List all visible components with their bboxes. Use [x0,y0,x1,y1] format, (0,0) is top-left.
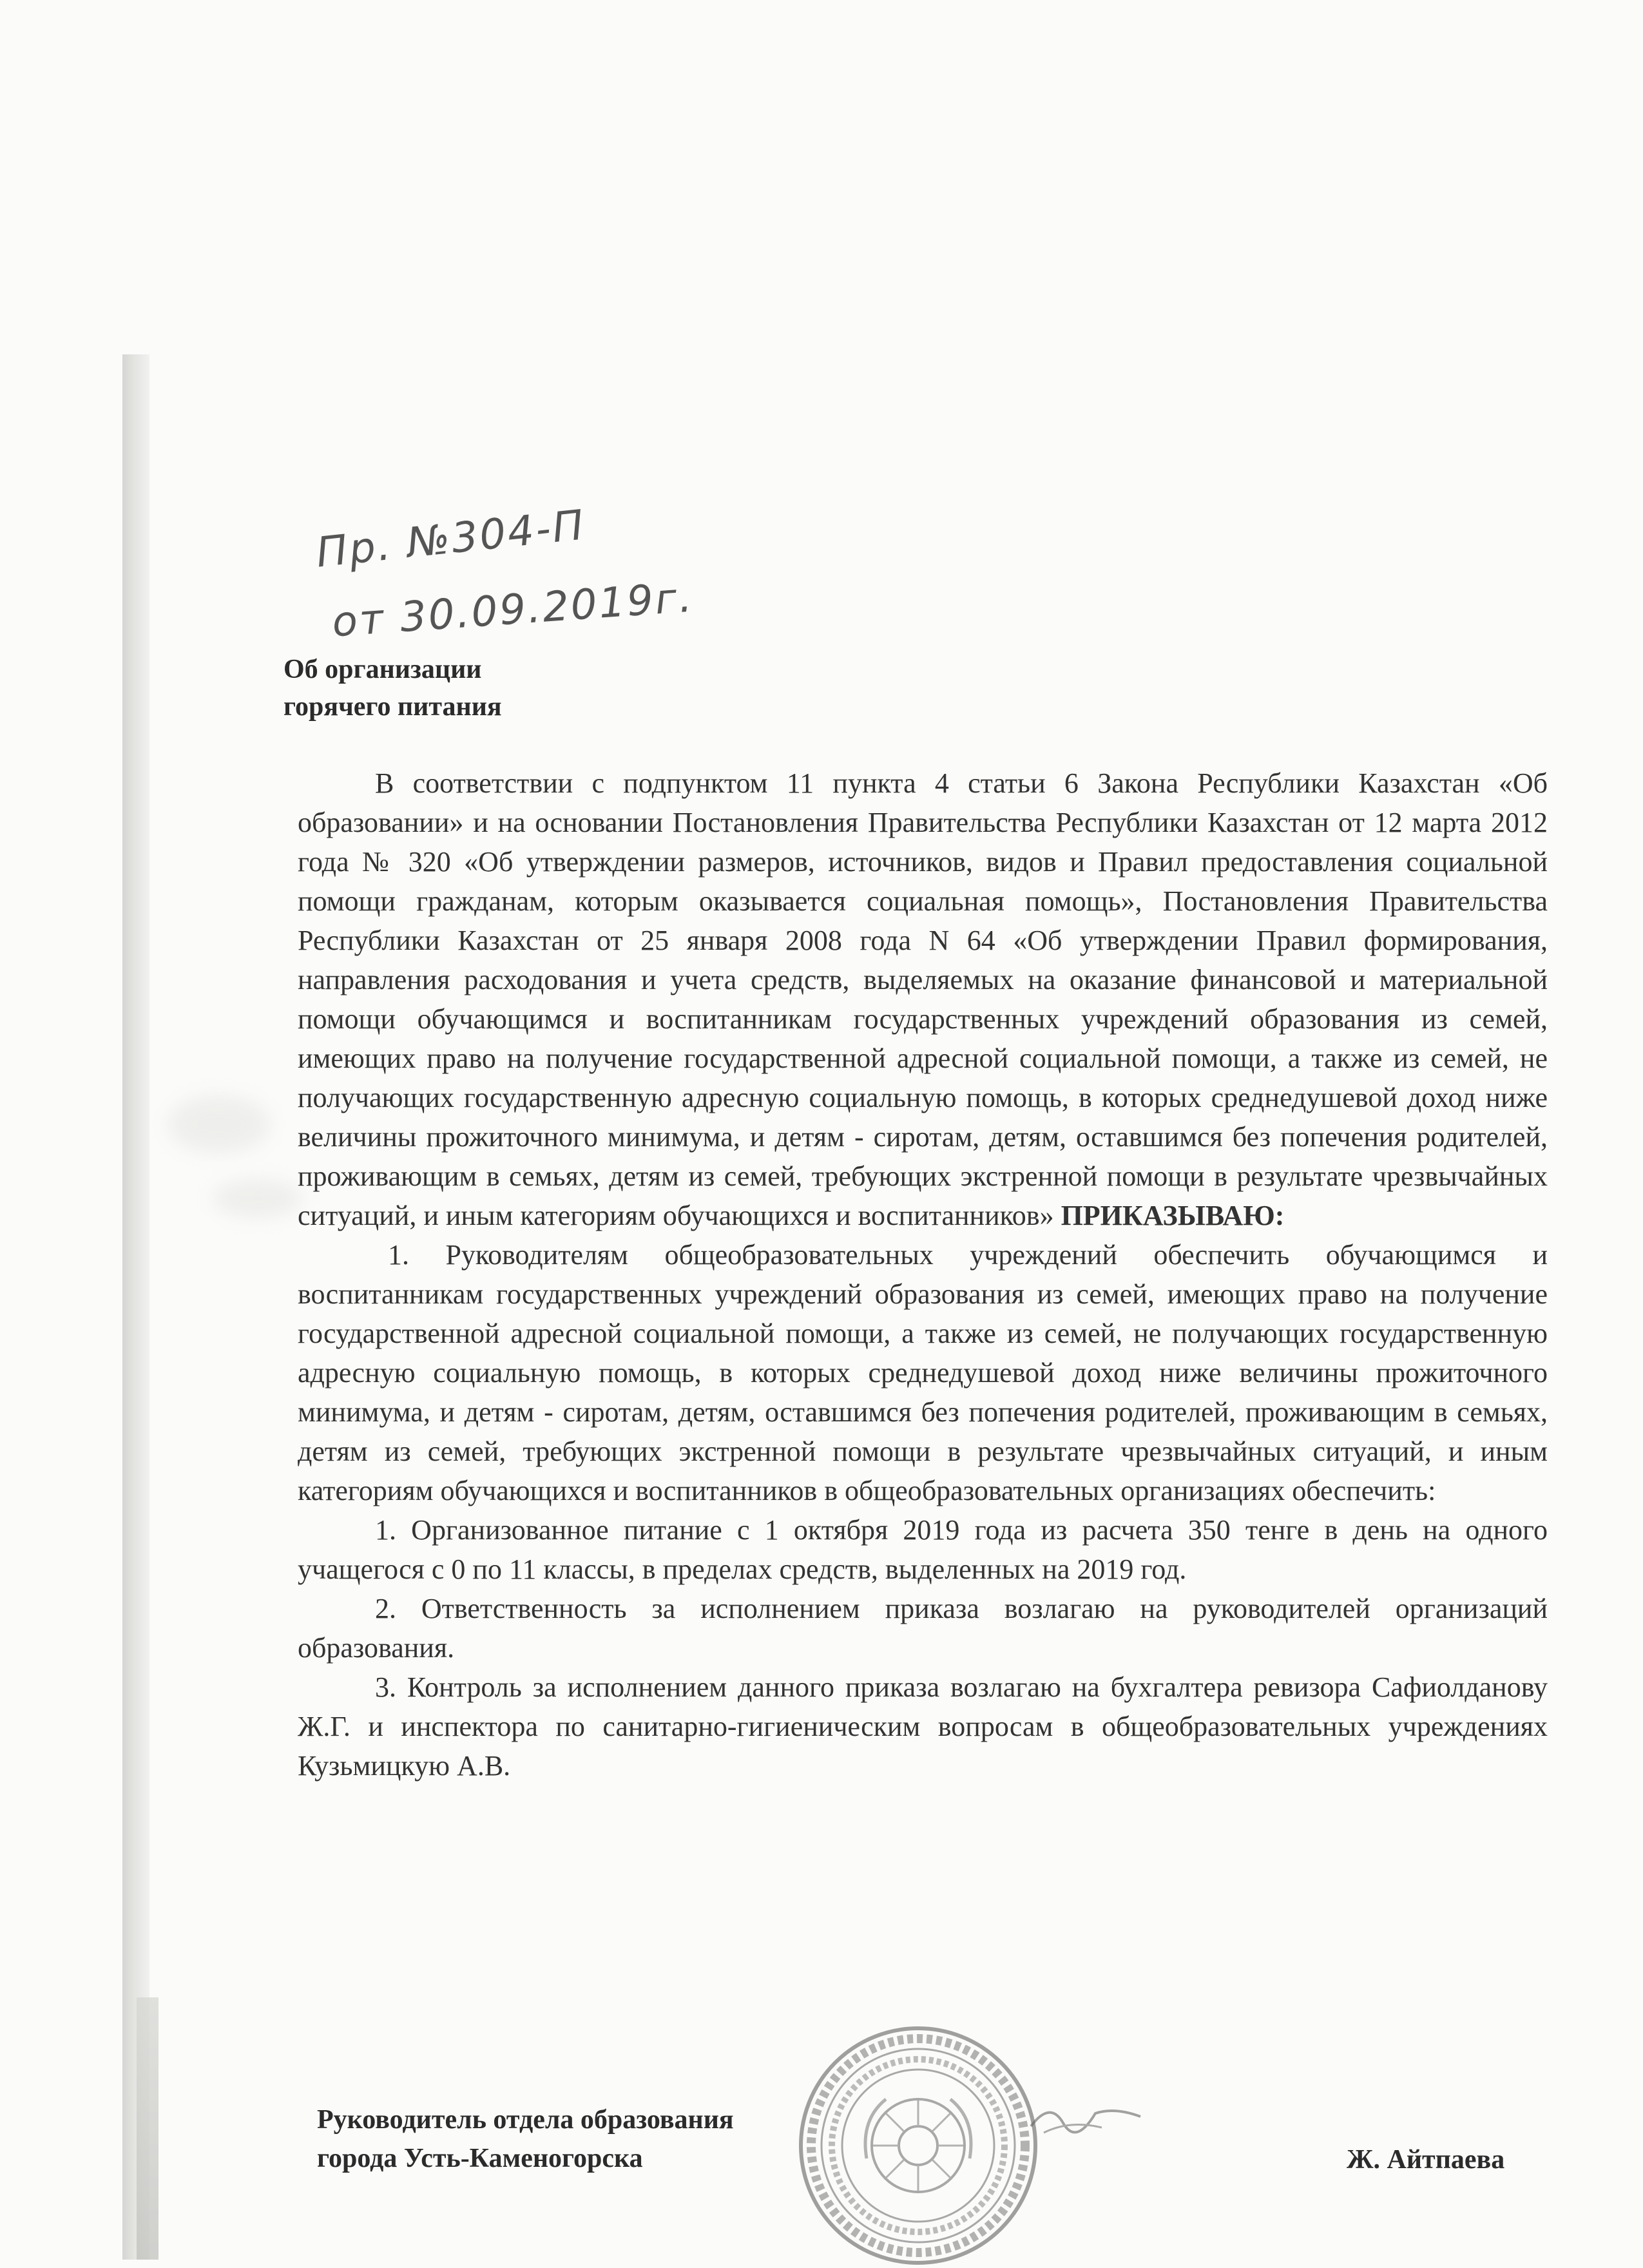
subject-line: горячего питания [283,692,502,722]
scan-edge-shadow [122,354,149,2260]
signatory-name: Ж. Айтпаева [1347,2145,1505,2175]
document-subject [283,651,502,726]
order-word: ПРИКАЗЫВАЮ: [1061,1200,1285,1231]
signatory-position-line: Руководитель отдела образования [317,2105,734,2135]
handwritten-signature [1024,2088,1147,2146]
handwritten-order-date-line: от 30.09.2019г. [331,573,696,647]
scan-smudge [213,1179,303,1218]
signatory-position [317,2100,734,2178]
scan-smudge [168,1095,271,1153]
handwritten-order-number-line: Пр. №304-П [314,501,588,577]
preamble-paragraph [298,764,1548,1235]
signatory-position-line: города Усть-Каменогорска [317,2144,643,2173]
handwritten-order-number [314,501,702,647]
order-subitem: 1. Организованное питание с 1 октября 2019 года из расчета 350 тенге в день на одного учащегося с 0 по 11 классы, в пределах средств, выделенных на 2019 год. [298,1514,1548,1585]
order-subitem: 3. Контроль за исполнением данного приказа возлагаю на бухгалтера ревизора Сафиолданову Ж.Г. и инспектора по санитарно-гигиеническим вопросам в общеобразовательных учреждениях Кузьмицкую А.В. [298,1671,1548,1782]
preamble-text: В соответствии с подпунктом 11 пункта 4 статьи 6 Закона Республики Казахстан «Об образовании» и на основании Постановления Правительства Республики Казахстан от 12 марта 2012 года № 320 «Об утверждении размеров, источников, видов и Правил предоставления социальной помощи гражданам, которым оказывается социальная помощь», Постановления Правительства Республики Казахстан от 25 января 2008 года N 64 «Об утверждении Правил формирования, направления расходования и учета средств, выделяемых на оказание финансовой и материальной помощи обучающимся и воспитанникам государственных учреждений образования из семей, имеющих право на получение государственной адресной социальной помощи, а также из семей, не получающих государственную адресную социальную помощь, в которых среднедушевой доход ниже величины прожиточного минимума, и детям - сиротам, детям, оставшимся без попечения родителей, проживающим в семьях, детям из семей, требующих экстренной помощи в результате чрезвычайных ситуаций, и иным категориям обучающихся и воспитанников» [298,767,1548,1231]
order-item-main: 1. Руководителям общеобразовательных учреждений обеспечить обучающимся и воспитанникам государственных учреждений образования из семей, имеющих право на получение государственной адресной социальной помощи, а также из семей, не получающих государственную адресную социальную помощь, в которых среднедушевой доход ниже величины прожиточного минимума, и детям - сиротам, детям, оставшимся без попечения родителей, проживающим в семьях, детям из семей, требующих экстренной помощи в результате чрезвычайных ситуаций, и иным категориям обучающихся и воспитанников в общеобразовательных организациях обеспечить: [298,1239,1548,1506]
order-subitem: 2. Ответственность за исполнением приказа возлагаю на руководителей организаций образования. [298,1593,1548,1664]
official-seal-stamp [796,2023,1041,2268]
scan-edge-shadow-bottom [137,1997,159,2260]
document-body [298,764,1548,1785]
subject-line: Об организации [283,655,482,684]
